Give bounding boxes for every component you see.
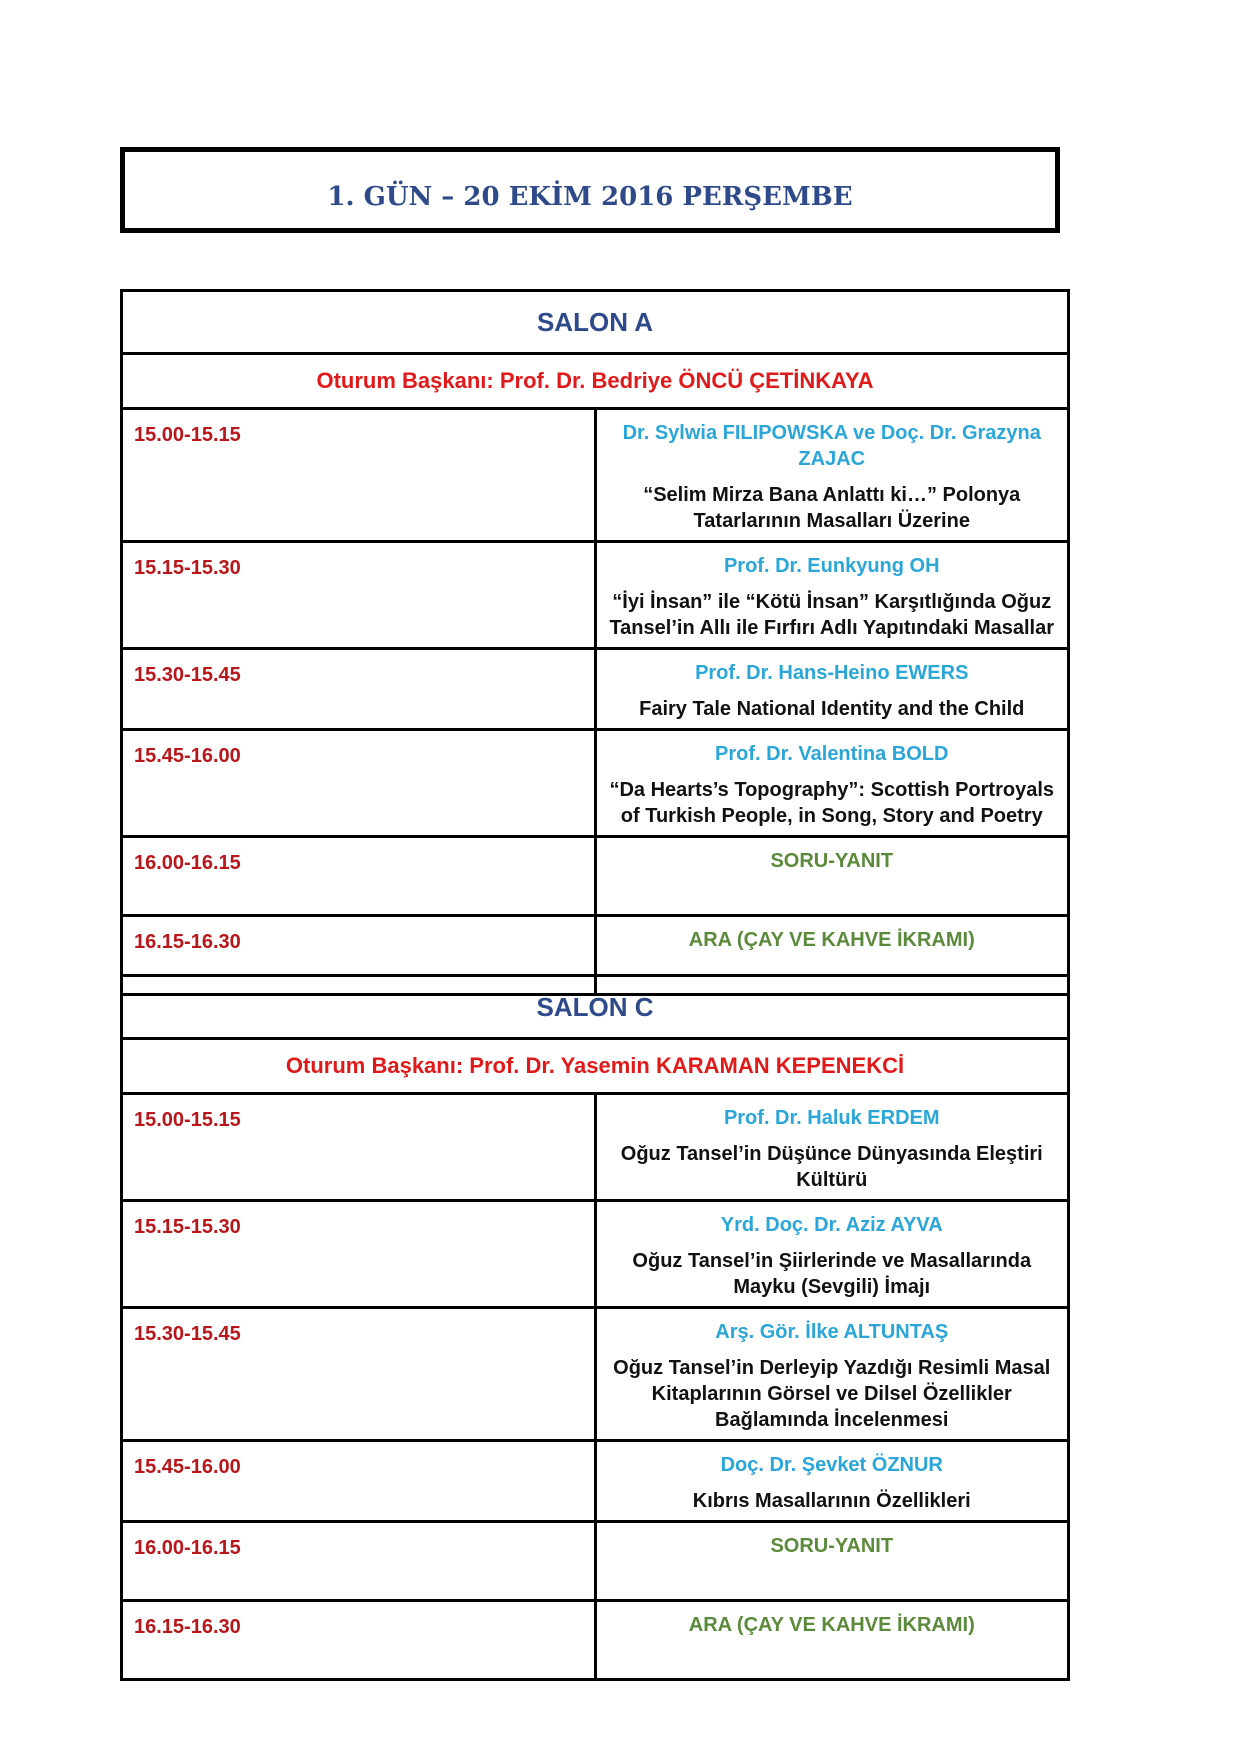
session-row (122, 1601, 1069, 1680)
session-row (122, 542, 1069, 649)
session-time: 15.30-15.45 (122, 649, 596, 730)
day-title: 1. GÜN – 20 EKİM 2016 PERŞEMBE (327, 182, 853, 212)
session-content (595, 1522, 1069, 1601)
qa-label: SORU-YANIT (770, 850, 894, 872)
session-row (122, 1094, 1069, 1201)
salon-c-table (120, 974, 1070, 1681)
session-speaker: Prof. Dr. Eunkyung OH (723, 555, 940, 577)
session-speaker: Arş. Gör. İlke ALTUNTAŞ (715, 1321, 949, 1343)
session-time: 16.00-16.15 (122, 1522, 596, 1601)
session-title: “Da Hearts’s Topography”: Scottish Portroyals of Turkish People, in Song, Story and Poetry (609, 779, 1055, 827)
session-content (595, 730, 1069, 837)
session-content (595, 1308, 1069, 1441)
session-content (595, 1601, 1069, 1680)
session-chair: Oturum Başkanı: Prof. Dr. Yasemin KARAMAN KEPENEKCİ (122, 1039, 1069, 1094)
session-row (122, 1308, 1069, 1441)
session-time: 15.45-16.00 (122, 1441, 596, 1522)
session-row (122, 1522, 1069, 1601)
session-speaker: Dr. Sylwia FILIPOWSKA ve Doç. Dr. Grazyna ZAJAC (622, 422, 1041, 470)
session-time: 15.30-15.45 (122, 1308, 596, 1441)
session-content (595, 837, 1069, 916)
session-time: 16.15-16.30 (122, 916, 596, 995)
session-row (122, 1201, 1069, 1308)
session-content (595, 649, 1069, 730)
session-title: Oğuz Tansel’in Derleyip Yazdığı Resimli Masal Kitaplarının Görsel ve Dilsel Özellikler Bağlamında İncelenmesi (613, 1357, 1051, 1431)
session-title: “İyi İnsan” ile “Kötü İnsan” Karşıtlığında Oğuz Tansel’in Allı ile Fırfırı Adlı Yapıtındaki Masallar (609, 591, 1055, 639)
session-speaker: Doç. Dr. Şevket ÖZNUR (720, 1454, 943, 1476)
session-title: Oğuz Tansel’in Şiirlerinde ve Masallarında Mayku (Sevgili) İmajı (632, 1250, 1032, 1298)
session-row (122, 649, 1069, 730)
session-title: “Selim Mirza Bana Anlattı ki…” Polonya Tatarlarının Masalları Üzerine (643, 484, 1021, 532)
day-header-box (120, 147, 1060, 233)
break-label: ARA (ÇAY VE KAHVE İKRAMI) (688, 1614, 975, 1636)
session-time: 15.15-15.30 (122, 542, 596, 649)
session-title: Fairy Tale National Identity and the Child (639, 698, 1025, 720)
session-content (595, 409, 1069, 542)
session-row (122, 730, 1069, 837)
session-title: Oğuz Tansel’in Düşünce Dünyasında Eleştiri Kültürü (620, 1143, 1043, 1191)
session-content (595, 1201, 1069, 1308)
session-chair: Oturum Başkanı: Prof. Dr. Bedriye ÖNCÜ ÇETİNKAYA (122, 354, 1069, 409)
session-time: 16.00-16.15 (122, 837, 596, 916)
salon-name: SALON A (122, 291, 1069, 354)
session-time: 15.15-15.30 (122, 1201, 596, 1308)
session-row (122, 1441, 1069, 1522)
session-time: 15.00-15.15 (122, 1094, 596, 1201)
break-label: ARA (ÇAY VE KAHVE İKRAMI) (688, 929, 975, 951)
qa-label: SORU-YANIT (770, 1535, 894, 1557)
session-content (595, 1094, 1069, 1201)
session-time: 15.45-16.00 (122, 730, 596, 837)
session-speaker: Prof. Dr. Haluk ERDEM (723, 1107, 940, 1129)
session-row (122, 409, 1069, 542)
session-time: 15.00-15.15 (122, 409, 596, 542)
session-speaker: Prof. Dr. Valentina BOLD (715, 743, 949, 765)
session-speaker: Yrd. Doç. Dr. Aziz AYVA (720, 1214, 943, 1236)
session-row (122, 837, 1069, 916)
salon-name: SALON C (122, 976, 1069, 1039)
session-speaker: Prof. Dr. Hans-Heino EWERS (695, 662, 969, 684)
session-content (595, 1441, 1069, 1522)
session-title: Kıbrıs Masallarının Özellikleri (692, 1490, 971, 1512)
session-content (595, 542, 1069, 649)
session-time: 16.15-16.30 (122, 1601, 596, 1680)
salon-a-table (120, 289, 1070, 996)
